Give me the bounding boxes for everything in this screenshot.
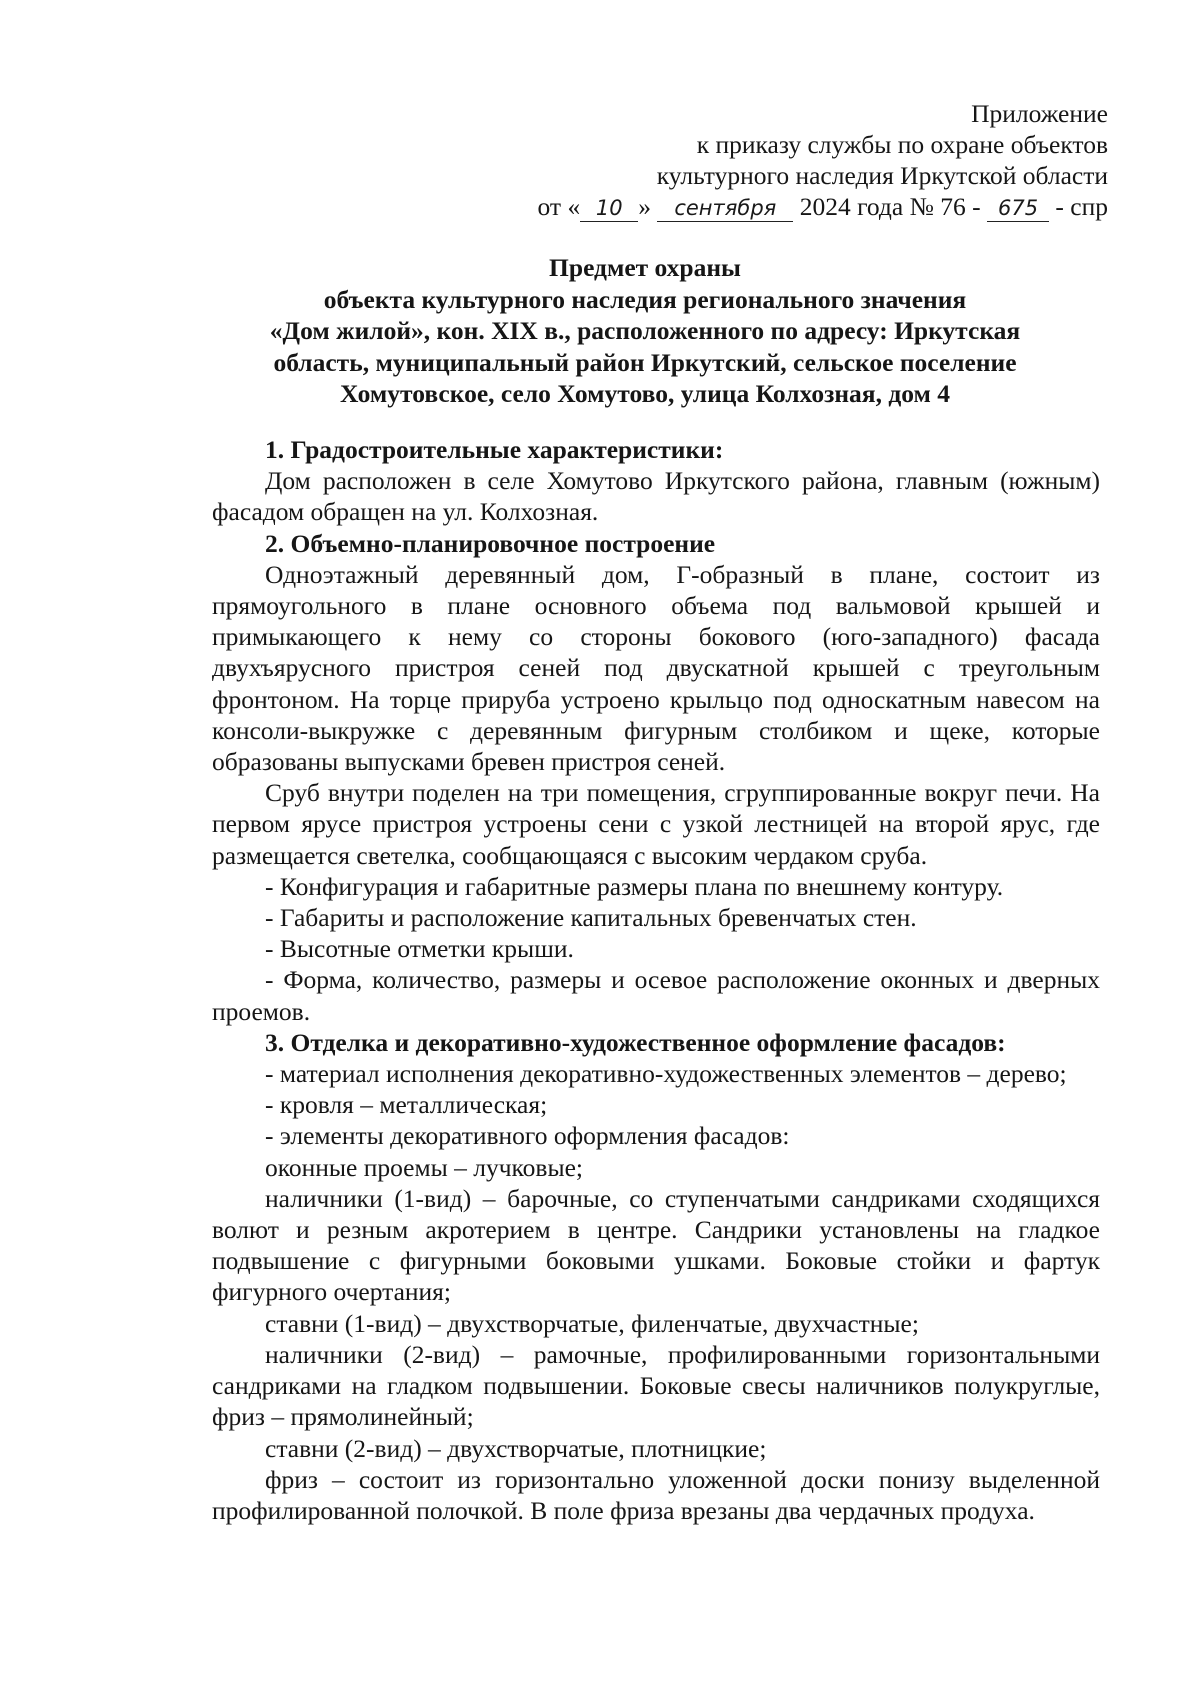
agency-name-line: культурного наследия Иркутской области [656, 161, 1108, 190]
document-body [212, 434, 1100, 1526]
appendix-header [538, 98, 1108, 222]
section-2-paragraph-2: Сруб внутри поделен на три помещения, сгруппированные вокруг печи. На первом ярусе пристроя устроены сени с узкой лестницей на второй ярус, где размещается светелка, сообщающаяся с высоким чердаком сруба. [212, 778, 1100, 870]
section-3-line: ставни (1-вид) – двухстворчатые, филенчатые, двухчастные; [265, 1308, 919, 1338]
section-3-line: - элементы декоративного оформления фасадов: [265, 1121, 790, 1151]
section-3-line: - материал исполнения декоративно-художественных элементов – дерево; [265, 1059, 1067, 1089]
order-suffix: - спр [1055, 192, 1108, 221]
section-3-line: - кровля – металлическая; [265, 1090, 548, 1120]
title-line-5: Хомутовское, село Хомутово, улица Колхозная, дом 4 [340, 379, 950, 408]
section-2-item: - Конфигурация и габаритные размеры плана по внешнему контуру. [265, 871, 1004, 901]
appendix-label: Приложение [971, 99, 1108, 128]
section-3-line: фриз – состоит из горизонтально уложенной доски понизу выделенной профилированной полочкой. В поле фриза врезаны два чердачных продуха. [212, 1464, 1100, 1525]
order-date-line [538, 191, 1108, 222]
section-2-heading: 2. Объемно-планировочное построение [265, 528, 716, 558]
handwritten-month: сентября [657, 196, 793, 222]
section-1-text: Дом расположен в селе Хомутово Иркутского района, главным (южным) фасадом обращен на ул. Колхозная. [212, 466, 1100, 527]
date-mid: » [638, 192, 651, 221]
section-3-heading: 3. Отделка и декоративно-художественное оформление фасадов: [265, 1027, 1006, 1057]
section-3-line: оконные проемы – лучковые; [265, 1152, 583, 1182]
title-line-3: «Дом жилой», кон. XIX в., расположенного по адресу: Иркутская [269, 316, 1021, 345]
date-prefix: от « [537, 192, 581, 221]
handwritten-order-number: 675 [987, 196, 1049, 222]
section-3-line: ставни (2-вид) – двухстворчатые, плотницкие; [265, 1433, 767, 1463]
document-title [210, 252, 1080, 410]
section-1-heading: 1. Градостроительные характеристики: [265, 435, 724, 464]
section-3-line: наличники (1-вид) – барочные, со ступенчатыми сандриками сходящихся волют и резным акротерием в центре. Сандрики установлены на гладкое подвышение с фигурными боковыми ушками. Боковые стойки и фартук фигурного очертания; [212, 1183, 1100, 1307]
section-2-item: - Высотные отметки крыши. [265, 934, 574, 964]
order-reference-line: к приказу службы по охране объектов [696, 130, 1108, 159]
handwritten-day: 10 [580, 196, 638, 222]
section-2-item: - Габариты и расположение капитальных бревенчатых стен. [265, 903, 917, 933]
title-line-4: область, муниципальный район Иркутский, сельское поселение [273, 347, 1017, 377]
section-2-item: - Форма, количество, размеры и осевое расположение оконных и дверных проемов. [212, 965, 1100, 1026]
title-line-2: объекта культурного наследия регионального значения [323, 284, 967, 314]
section-3-line: наличники (2-вид) – рамочные, профилированными горизонтальными сандриками на гладком подвышении. Боковые свесы наличников полукруглые, фриз – прямолинейный; [212, 1339, 1100, 1432]
title-line-1: Предмет охраны [549, 253, 741, 282]
date-year: 2024 года № 76 - [799, 192, 981, 221]
section-2-paragraph-1: Одноэтажный деревянный дом, Г-образный в плане, состоит из прямоугольного в плане основного объема под вальмовой крышей и примыкающего к нему со стороны бокового (юго-западного) фасада двухъярусного пристроя сеней под двускатной крышей с треугольным фронтоном. На торце прируба устроено крыльцо под односкатным навесом на консоли-выкружке с деревянным фигурным столбиком и щеке, которые образованы выпусками бревен пристроя сеней. [212, 559, 1100, 777]
